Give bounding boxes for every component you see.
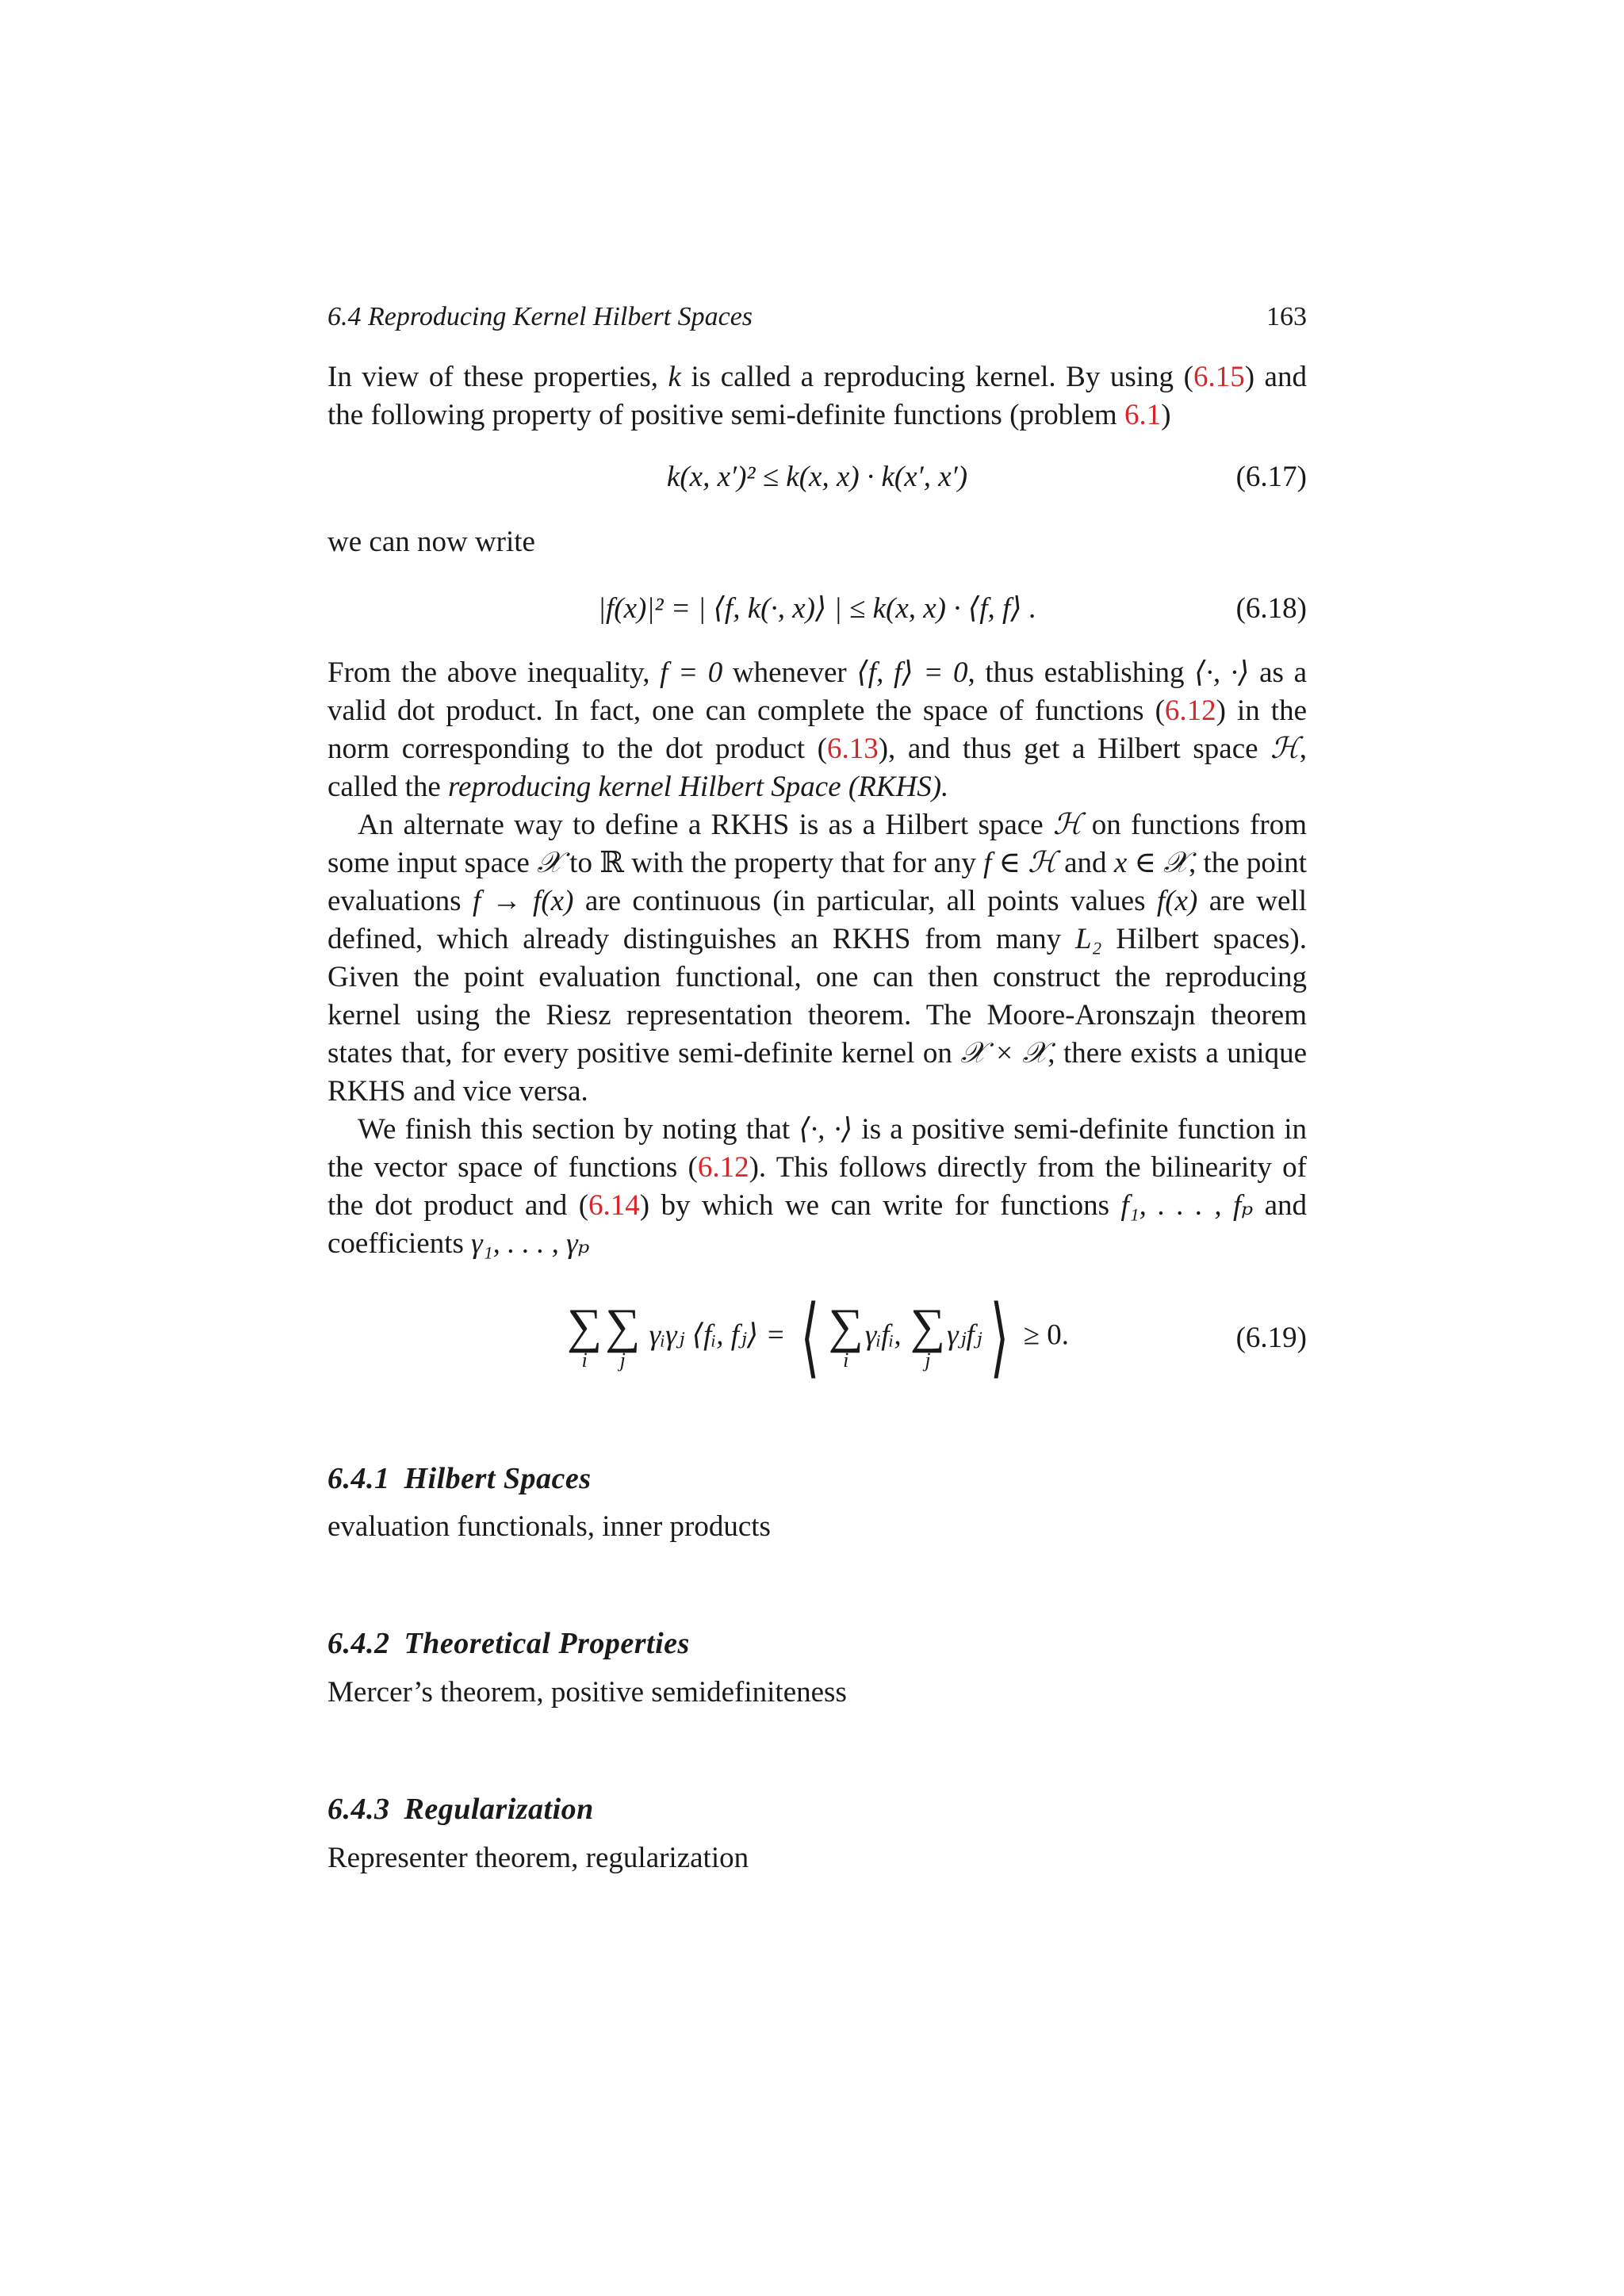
math: f ∈ ℋ	[983, 847, 1057, 879]
equation-number: (6.17)	[1235, 460, 1307, 493]
sum-operator: ∑ i	[566, 1299, 603, 1372]
text: We finish this section by noting that	[358, 1113, 799, 1146]
equation-expression: |f(x)|² = | ⟨f, k(·, x)⟩ | ≤ k(x, x) · ⟨f, f⟩ .	[597, 592, 1037, 625]
sum-operator: ∑ j	[910, 1299, 946, 1372]
subsection-text: Mercer’s theorem, positive semidefiniteness	[327, 1676, 847, 1709]
sum-index: j	[619, 1349, 626, 1372]
subsection-text: evaluation functionals, inner products	[327, 1510, 771, 1543]
equation-number: (6.18)	[1235, 591, 1307, 625]
equation-rhs: ≥ 0.	[1023, 1318, 1070, 1352]
sum-operator: ∑ i	[828, 1299, 864, 1372]
subsection-heading-6-4-1	[327, 1461, 1307, 1496]
equation-link[interactable]: 6.15	[1193, 361, 1245, 393]
math: f(x)	[1156, 885, 1198, 917]
equation-link[interactable]: 6.12	[697, 1151, 749, 1184]
subsection-number: 6.4.1	[327, 1462, 390, 1495]
math: x ∈ 𝒳	[1113, 847, 1189, 879]
equation-6-19	[327, 1289, 1307, 1386]
page-number: 163	[1266, 302, 1307, 331]
sum-operator: ∑ j	[605, 1299, 641, 1372]
text: whenever	[722, 656, 857, 689]
text: and coefficients	[327, 1189, 1307, 1260]
text: , thus establishing	[967, 656, 1195, 689]
text: In view of these properties,	[327, 361, 668, 393]
math: f₁, . . . , fₚ	[1120, 1189, 1254, 1222]
math: ℋ	[1270, 733, 1300, 765]
math: f = 0	[660, 656, 723, 689]
text: as a valid dot product. In fact, one can complete the space of functions (	[327, 656, 1307, 727]
math: γ₁, . . . , γₚ	[471, 1227, 590, 1260]
math: ℋ	[1052, 809, 1082, 841]
math-k: k	[668, 361, 681, 393]
equation-6-17	[327, 457, 1307, 496]
equation-6-18	[327, 588, 1307, 628]
emphasis-rkhs: reproducing kernel Hilbert Space (RKHS).	[448, 771, 949, 803]
left-angle-bracket: ⟨	[800, 1289, 819, 1386]
sum-index: i	[843, 1349, 849, 1372]
sum-index: j	[925, 1349, 931, 1372]
math: 𝒳 × 𝒳	[960, 1037, 1048, 1070]
subsection-heading-6-4-2	[327, 1626, 1307, 1661]
equation-number: (6.19)	[1235, 1321, 1307, 1354]
equation-lhs: γᵢγⱼ ⟨fᵢ, fⱼ⟩ =	[649, 1318, 786, 1352]
text: ), and thus get a Hilbert space	[878, 733, 1271, 765]
inner-term: γᵢfᵢ,	[864, 1318, 902, 1352]
sum-index: i	[581, 1349, 588, 1372]
running-header	[327, 302, 1307, 337]
text: An alternate way to define a RKHS is as a Hilbert space	[358, 809, 1053, 841]
text: , there exists a unique RKHS and vice versa.	[327, 1037, 1307, 1108]
paragraph-valid-dot-product	[327, 654, 1307, 1263]
text: to ℝ with the property that for any	[561, 847, 984, 879]
text: ) in the norm corresponding to the dot product (	[327, 695, 1308, 765]
equation-expression	[327, 1289, 1307, 1386]
text: are well defined, which already distinguishes an RKHS from many	[327, 885, 1307, 955]
equation-expression: k(x, x′)² ≤ k(x, x) · k(x′, x′)	[666, 460, 968, 493]
subsection-number: 6.4.2	[327, 1627, 390, 1660]
right-angle-bracket: ⟩	[990, 1289, 1009, 1386]
equation-link[interactable]: 6.13	[826, 733, 879, 765]
paragraph-reproducing-kernel	[327, 358, 1307, 434]
text: on functions from some input space	[327, 809, 1308, 879]
problem-link[interactable]: 6.1	[1124, 399, 1162, 431]
subsection-number: 6.4.3	[327, 1793, 390, 1826]
math: ⟨f, f⟩ = 0	[856, 656, 968, 689]
equation-link[interactable]: 6.14	[588, 1189, 640, 1222]
math: ⟨·, ·⟩	[1194, 656, 1250, 689]
text: Hilbert spaces). Given the point evaluation functional, one can then construct the reproducing kernel using the Riesz representation theorem. The Moore-Aronszajn theorem states that, for every positive semi-definite kernel on	[327, 923, 1307, 1070]
running-header-title: 6.4 Reproducing Kernel Hilbert Spaces	[327, 302, 753, 331]
text: is a positive semi-definite function in the vector space of functions (	[327, 1113, 1307, 1184]
text: , called the	[327, 733, 1307, 803]
subsection-title: Hilbert Spaces	[404, 1462, 592, 1495]
text: )	[1161, 399, 1171, 431]
equation-link[interactable]: 6.12	[1164, 695, 1216, 727]
text: From the above inequality,	[327, 656, 661, 689]
subsection-text: Representer theorem, regularization	[327, 1842, 749, 1874]
text: and	[1056, 847, 1114, 879]
paragraph-text: we can now write	[327, 526, 535, 558]
math: f → f(x)	[472, 885, 574, 917]
subsection-title: Theoretical Properties	[404, 1627, 690, 1660]
paragraph-now-write	[327, 523, 1307, 561]
subsection-heading-6-4-3	[327, 1792, 1307, 1827]
math: L₂	[1074, 923, 1102, 955]
text: ) and the following property of positive semi-definite functions (problem	[327, 361, 1307, 431]
inner-term: γⱼfⱼ	[947, 1318, 982, 1352]
math: 𝒳	[537, 847, 562, 879]
text: is called a reproducing kernel. By using (	[680, 361, 1193, 393]
text: ). This follows directly from the bilinearity of the dot product and (	[327, 1151, 1307, 1222]
text: , the point evaluations	[327, 847, 1307, 917]
math: ⟨·, ·⟩	[799, 1113, 853, 1146]
text: are continuous (in particular, all points values	[573, 885, 1157, 917]
text: ) by which we can write for functions	[639, 1189, 1121, 1222]
subsection-title: Regularization	[404, 1793, 594, 1826]
